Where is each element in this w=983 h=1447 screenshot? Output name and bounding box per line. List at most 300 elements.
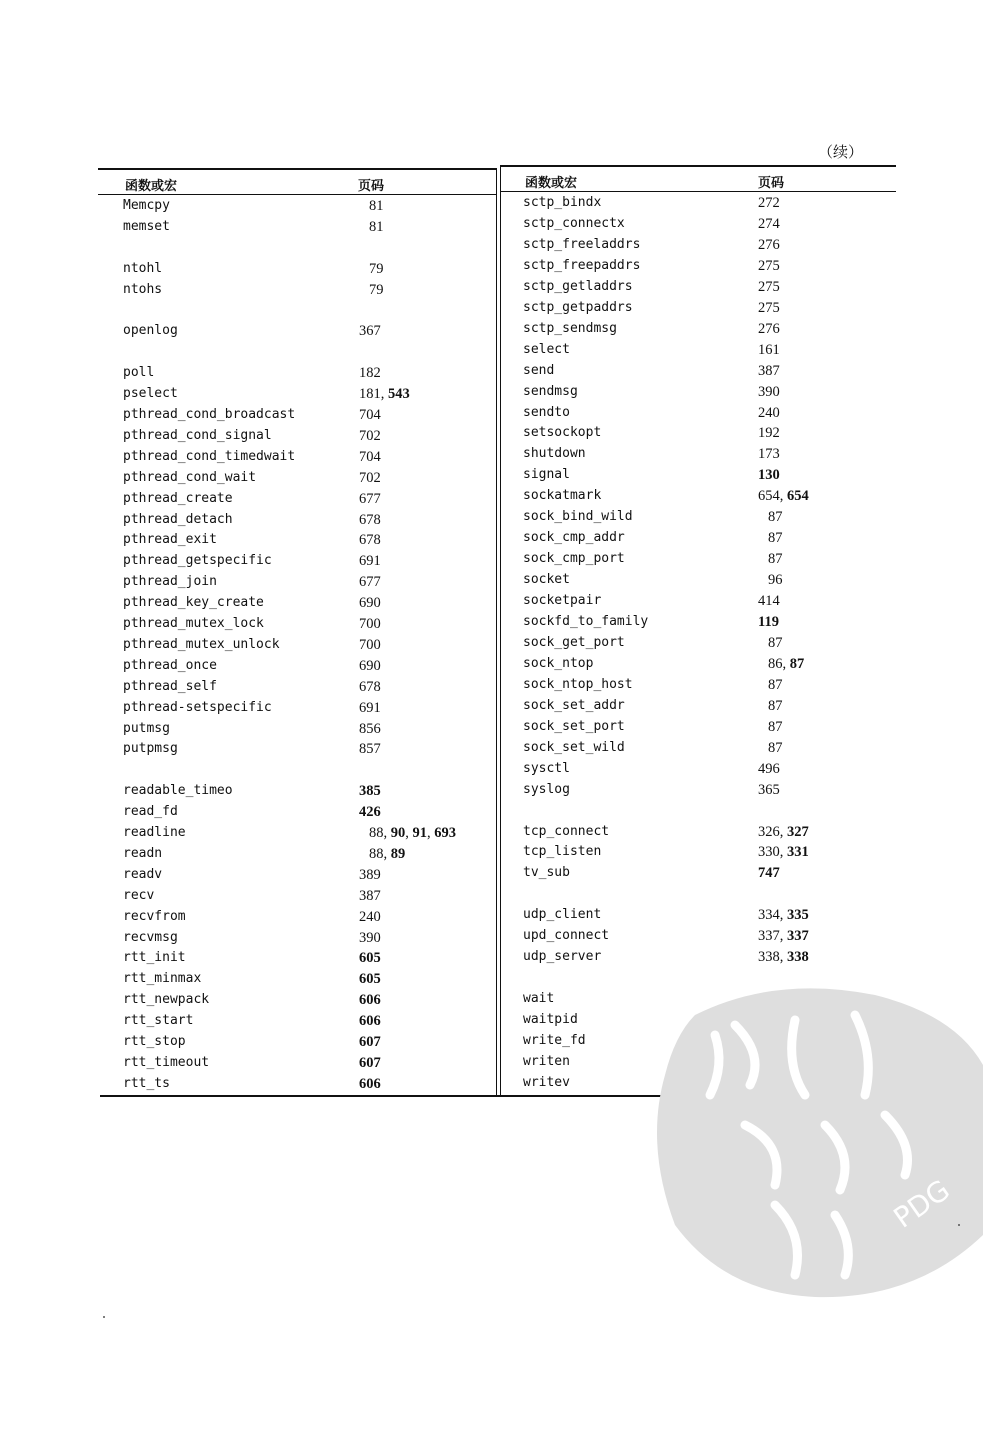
- function-name: rtt_ts: [123, 1075, 170, 1091]
- function-name: openlog: [123, 323, 178, 339]
- function-name: pthread_create: [123, 490, 233, 506]
- page-refs: [758, 865, 780, 882]
- index-row: [523, 342, 923, 363]
- index-row: [523, 446, 923, 467]
- index-row: [523, 593, 923, 614]
- page-refs: [359, 804, 381, 821]
- function-name: upd_connect: [523, 928, 610, 944]
- page-refs: [359, 741, 381, 758]
- function-name: pthread_join: [123, 574, 217, 590]
- index-row: [123, 532, 523, 553]
- index-row: [123, 323, 523, 344]
- index-row: [523, 572, 923, 593]
- function-name: readn: [123, 845, 163, 861]
- page-number: 857: [359, 741, 381, 758]
- function-name: sendmsg: [523, 383, 578, 399]
- function-name: sctp_connectx: [523, 215, 625, 231]
- function-name: pthread_cond_wait: [123, 469, 257, 485]
- index-row: [123, 721, 523, 742]
- page-refs: [768, 635, 783, 652]
- function-name: recvmsg: [123, 929, 178, 945]
- index-row: [523, 907, 923, 928]
- page-refs: [359, 930, 381, 947]
- page-refs: [359, 470, 381, 487]
- function-name: tcp_listen: [523, 844, 602, 860]
- index-row: [523, 614, 923, 635]
- page-refs: 326, 327: [758, 823, 809, 840]
- index-row: [123, 512, 523, 533]
- page-refs: [768, 698, 783, 715]
- left-header-func: 函数或宏: [125, 179, 178, 194]
- index-row: [123, 1013, 523, 1034]
- page-number: 88: [369, 845, 384, 862]
- page-refs: [359, 616, 381, 633]
- index-row: [523, 195, 923, 216]
- page-number: 87: [768, 509, 783, 526]
- page-number: 677: [359, 574, 381, 591]
- page-number: 606: [359, 1013, 381, 1030]
- function-name: socketpair: [523, 593, 602, 609]
- page-refs: [768, 572, 783, 589]
- function-name: pthread_exit: [123, 532, 217, 548]
- page-refs: [369, 261, 384, 278]
- page-number: 330: [758, 844, 780, 861]
- function-name: pthread_self: [123, 678, 217, 694]
- index-row: [123, 950, 523, 971]
- page-refs: [359, 512, 381, 529]
- page-number: 691: [359, 699, 381, 716]
- right-header-func: 函数或宏: [525, 176, 578, 191]
- page-number: 87: [768, 739, 783, 756]
- index-row: [123, 386, 523, 407]
- top-rule-right: [500, 165, 896, 167]
- function-name: putmsg: [123, 720, 170, 736]
- page-number: 81: [369, 198, 384, 214]
- page-refs: [359, 950, 381, 967]
- page-number: 607: [359, 1034, 381, 1050]
- page-number: 693: [434, 825, 456, 841]
- page-refs: [758, 384, 780, 401]
- index-row: [123, 574, 523, 595]
- page-number: 240: [758, 404, 780, 421]
- page-refs: [758, 614, 779, 631]
- index-row: [523, 824, 923, 845]
- page-refs: [369, 219, 384, 236]
- page-number: 81: [369, 218, 384, 235]
- page-number: 119: [758, 614, 779, 630]
- page-refs: 338, 338: [758, 949, 809, 966]
- function-name: send: [523, 362, 555, 378]
- index-row: [123, 658, 523, 679]
- index-row: [123, 909, 523, 930]
- index-row: [123, 846, 523, 867]
- index-row: [523, 237, 923, 258]
- index-row: [123, 1055, 523, 1076]
- index-row: [523, 509, 923, 530]
- index-row: [123, 470, 523, 491]
- function-name: sctp_getladdrs: [523, 278, 633, 294]
- function-name: sctp_freeladdrs: [523, 236, 641, 252]
- page-refs: [359, 721, 381, 738]
- page-refs: [359, 449, 381, 466]
- index-row: [523, 279, 923, 300]
- index-row: [523, 949, 923, 970]
- header-rule-left: [98, 194, 496, 195]
- function-name: pthread_once: [123, 657, 217, 673]
- function-name: read_fd: [123, 804, 178, 820]
- page-number: 700: [359, 636, 381, 653]
- page-number: 390: [758, 383, 780, 400]
- page-number: 606: [359, 1075, 381, 1092]
- function-name: pthread-setspecific: [123, 699, 272, 715]
- page-number: 543: [388, 386, 410, 403]
- index-row: [523, 258, 923, 279]
- top-rule-left: [98, 168, 496, 170]
- page-number: 335: [787, 907, 809, 924]
- page-refs: [359, 365, 381, 382]
- page-number: 387: [359, 887, 381, 904]
- page-number: 338: [758, 949, 780, 966]
- page-refs: [359, 595, 381, 612]
- index-row: [123, 741, 523, 762]
- page-refs: [758, 237, 780, 254]
- index-row: [123, 282, 523, 303]
- left-header-page: 页码: [358, 179, 385, 194]
- page-refs: [359, 992, 381, 1009]
- page-number: 130: [758, 467, 780, 484]
- page-refs: [359, 532, 381, 549]
- page-number: 677: [359, 490, 381, 507]
- page-refs: [768, 740, 783, 757]
- function-name: rtt_start: [123, 1013, 194, 1029]
- page-number: 426: [359, 804, 381, 821]
- page-refs: [359, 679, 381, 696]
- page-number: 856: [359, 720, 381, 737]
- function-name: sctp_sendmsg: [523, 320, 617, 336]
- function-name: recv: [123, 887, 155, 903]
- page-number: 88: [369, 825, 384, 841]
- page-refs: [369, 198, 384, 215]
- function-name: sock_ntop_host: [523, 676, 633, 692]
- watermark-shape: [657, 988, 983, 1297]
- function-name: socket: [523, 572, 570, 588]
- index-row: [123, 219, 523, 240]
- page-refs: 334, 335: [758, 907, 809, 924]
- index-row: [523, 551, 923, 572]
- page-number: 173: [758, 446, 780, 463]
- index-row: [123, 344, 523, 365]
- function-name: ntohl: [123, 260, 163, 276]
- function-name: waitpid: [523, 1012, 578, 1028]
- page-refs: [359, 971, 381, 988]
- index-row: [123, 700, 523, 721]
- page-refs: [359, 888, 381, 905]
- function-name: sock_bind_wild: [523, 509, 633, 525]
- page-number: 275: [758, 257, 780, 274]
- index-row: [523, 865, 923, 886]
- pdg-watermark: [655, 975, 983, 1300]
- function-name: sctp_bindx: [523, 195, 602, 210]
- page-refs: [758, 216, 780, 233]
- index-row: [123, 449, 523, 470]
- page-number: 654: [787, 488, 809, 505]
- function-name: sock_set_addr: [523, 697, 625, 713]
- index-row: [123, 888, 523, 909]
- index-row: [523, 886, 923, 907]
- page-number: 89: [390, 845, 406, 862]
- page-refs: [758, 782, 780, 799]
- function-name: writev: [523, 1074, 570, 1090]
- function-name: syslog: [523, 781, 570, 797]
- function-name: poll: [123, 365, 155, 381]
- page-number: 385: [359, 783, 381, 800]
- function-name: pthread_cond_timedwait: [123, 448, 296, 464]
- page-refs: 86, 87: [768, 655, 805, 672]
- page-refs: [768, 530, 783, 547]
- index-row: [523, 363, 923, 384]
- function-name: rtt_minmax: [123, 971, 202, 987]
- page-number: 605: [359, 971, 381, 988]
- page-refs: [758, 195, 780, 212]
- index-row: [523, 761, 923, 782]
- index-row: [123, 553, 523, 574]
- function-name: sock_ntop: [523, 655, 594, 671]
- page-refs: [359, 637, 381, 654]
- page-number: 414: [758, 593, 780, 610]
- page-number: 275: [758, 299, 780, 316]
- page-refs: [758, 467, 780, 484]
- page-number: 272: [758, 195, 780, 211]
- page-number: 704: [359, 448, 381, 465]
- page-number: 192: [758, 425, 780, 442]
- index-row: [523, 635, 923, 656]
- page-number: 365: [758, 781, 780, 798]
- index-row: [523, 300, 923, 321]
- function-name: udp_server: [523, 949, 602, 965]
- index-row: [123, 407, 523, 428]
- function-name: sock_set_wild: [523, 739, 625, 755]
- page-number: 79: [369, 260, 384, 277]
- page-refs: [359, 909, 381, 926]
- function-name: readv: [123, 866, 163, 882]
- page-number: 275: [758, 278, 780, 295]
- page-number: 240: [359, 908, 381, 925]
- function-name: sock_get_port: [523, 634, 625, 650]
- continued-label: （续）: [818, 143, 864, 161]
- function-name: tv_sub: [523, 865, 570, 881]
- function-name: write_fd: [523, 1033, 586, 1048]
- index-row: [523, 425, 923, 446]
- page-number: 87: [768, 551, 783, 568]
- index-row: [123, 1076, 523, 1097]
- page-number: 87: [768, 634, 783, 651]
- page-number: 181: [359, 386, 381, 403]
- page-number: 606: [359, 992, 381, 1009]
- page-number: 691: [359, 553, 381, 570]
- page-number: 276: [758, 236, 780, 253]
- page-number: 326: [758, 823, 780, 840]
- page-number: 654: [758, 488, 780, 505]
- index-row: [523, 782, 923, 803]
- function-name: writen: [523, 1053, 570, 1069]
- page-number: 334: [758, 907, 780, 924]
- function-name: sock_set_port: [523, 718, 625, 734]
- index-row: [123, 428, 523, 449]
- right-header-page: 页码: [758, 176, 785, 191]
- page-refs: [359, 323, 381, 340]
- page-number: 702: [359, 427, 381, 444]
- page-number: 496: [758, 760, 780, 777]
- index-row: [123, 867, 523, 888]
- function-name: sockatmark: [523, 488, 602, 504]
- page-refs: [758, 258, 780, 275]
- page-refs: [359, 574, 381, 591]
- page-number: 161: [758, 341, 780, 358]
- function-name: pthread_detach: [123, 511, 233, 527]
- page-refs: [768, 509, 783, 526]
- function-name: rtt_timeout: [123, 1054, 210, 1070]
- function-name: sctp_getpaddrs: [523, 299, 633, 315]
- page-number: 387: [758, 362, 780, 379]
- index-row: [523, 488, 923, 509]
- page-refs: [768, 719, 783, 736]
- page-refs: [758, 321, 780, 338]
- function-name: pthread_cond_signal: [123, 427, 272, 443]
- page-number: 337: [758, 928, 780, 945]
- function-name: pthread_mutex_lock: [123, 616, 264, 631]
- page-refs: [359, 1013, 381, 1030]
- page-refs: [768, 677, 783, 694]
- page-refs: [359, 428, 381, 445]
- index-row: [523, 698, 923, 719]
- scan-dot: [958, 1224, 960, 1226]
- page-refs: [359, 867, 381, 884]
- page-refs: [758, 279, 780, 296]
- index-row: [523, 803, 923, 824]
- page-number: 87: [768, 697, 783, 714]
- function-name: recvfrom: [123, 908, 186, 924]
- function-name: tcp_connect: [523, 823, 610, 839]
- page-number: 87: [789, 655, 805, 672]
- page-refs: [359, 1055, 381, 1072]
- index-row: [123, 992, 523, 1013]
- scan-dot: [103, 1316, 105, 1318]
- page-number: 690: [359, 657, 381, 674]
- function-name: setsockopt: [523, 425, 602, 441]
- index-row: [123, 198, 523, 219]
- page-number: 276: [758, 320, 780, 337]
- function-name: putpmsg: [123, 741, 178, 757]
- index-row: [523, 530, 923, 551]
- index-row: [523, 405, 923, 426]
- index-row: [123, 303, 523, 324]
- index-row: [123, 825, 523, 846]
- index-row: [123, 1034, 523, 1055]
- page-refs: [359, 1076, 381, 1093]
- index-row: [123, 365, 523, 386]
- page-refs: [758, 405, 780, 422]
- index-row: [123, 679, 523, 700]
- index-row: [523, 719, 923, 740]
- index-row: [523, 467, 923, 488]
- page-refs: [359, 700, 381, 717]
- index-row: [523, 321, 923, 342]
- index-row: [123, 637, 523, 658]
- page-number: 87: [768, 530, 783, 547]
- page-number: 702: [359, 469, 381, 486]
- page-refs: 654, 654: [758, 488, 809, 505]
- page-refs: 88, 90, 91, 693: [369, 825, 456, 841]
- page-refs: [359, 658, 381, 675]
- page-refs: [768, 551, 783, 568]
- index-row: [123, 804, 523, 825]
- function-name: pthread_key_create: [123, 595, 264, 611]
- page-number: 367: [359, 323, 381, 340]
- page-number: 182: [359, 365, 381, 382]
- function-name: select: [523, 341, 570, 357]
- index-row: [523, 677, 923, 698]
- function-name: sockfd_to_family: [523, 614, 649, 629]
- page-refs: 181, 543: [359, 386, 410, 403]
- function-name: ntohs: [123, 281, 163, 297]
- index-row: [123, 971, 523, 992]
- index-row: [123, 595, 523, 616]
- function-name: rtt_init: [123, 950, 186, 966]
- index-row: [123, 491, 523, 512]
- index-row: [123, 930, 523, 951]
- page-refs: [359, 491, 381, 508]
- page-refs: [359, 1034, 381, 1051]
- function-name: rtt_stop: [123, 1034, 186, 1049]
- function-name: rtt_newpack: [123, 992, 210, 1008]
- index-row: [123, 616, 523, 637]
- function-name: sysctl: [523, 760, 570, 776]
- page-refs: [758, 593, 780, 610]
- page-refs: [359, 407, 381, 424]
- index-row: [123, 762, 523, 783]
- page-number: 274: [758, 215, 780, 232]
- function-name: readable_timeo: [123, 783, 233, 799]
- function-name: pthread_getspecific: [123, 553, 272, 569]
- watermark-label: PDG: [887, 1173, 956, 1235]
- page-number: 337: [787, 928, 809, 945]
- index-row: [123, 240, 523, 261]
- function-name: Memcpy: [123, 198, 170, 213]
- page-number: 678: [359, 511, 381, 528]
- function-name: pthread_mutex_unlock: [123, 636, 280, 652]
- page-refs: [758, 342, 780, 359]
- function-name: shutdown: [523, 446, 586, 462]
- index-row: [523, 656, 923, 677]
- page-number: 90: [390, 825, 406, 841]
- page-number: 331: [787, 844, 809, 861]
- page-refs: [758, 425, 780, 442]
- function-name: sctp_freepaddrs: [523, 257, 641, 273]
- page-number: 79: [369, 281, 384, 298]
- index-row: [523, 740, 923, 761]
- function-name: signal: [523, 467, 570, 483]
- page-refs: [369, 282, 384, 299]
- page-number: 389: [359, 866, 381, 883]
- page-refs: [359, 783, 381, 800]
- function-name: memset: [123, 218, 170, 234]
- page-number: 96: [768, 572, 783, 589]
- index-row: [123, 261, 523, 282]
- page-refs: [359, 553, 381, 570]
- page-number: 327: [787, 823, 809, 840]
- page-number: 690: [359, 595, 381, 612]
- page-number: 86: [768, 655, 783, 672]
